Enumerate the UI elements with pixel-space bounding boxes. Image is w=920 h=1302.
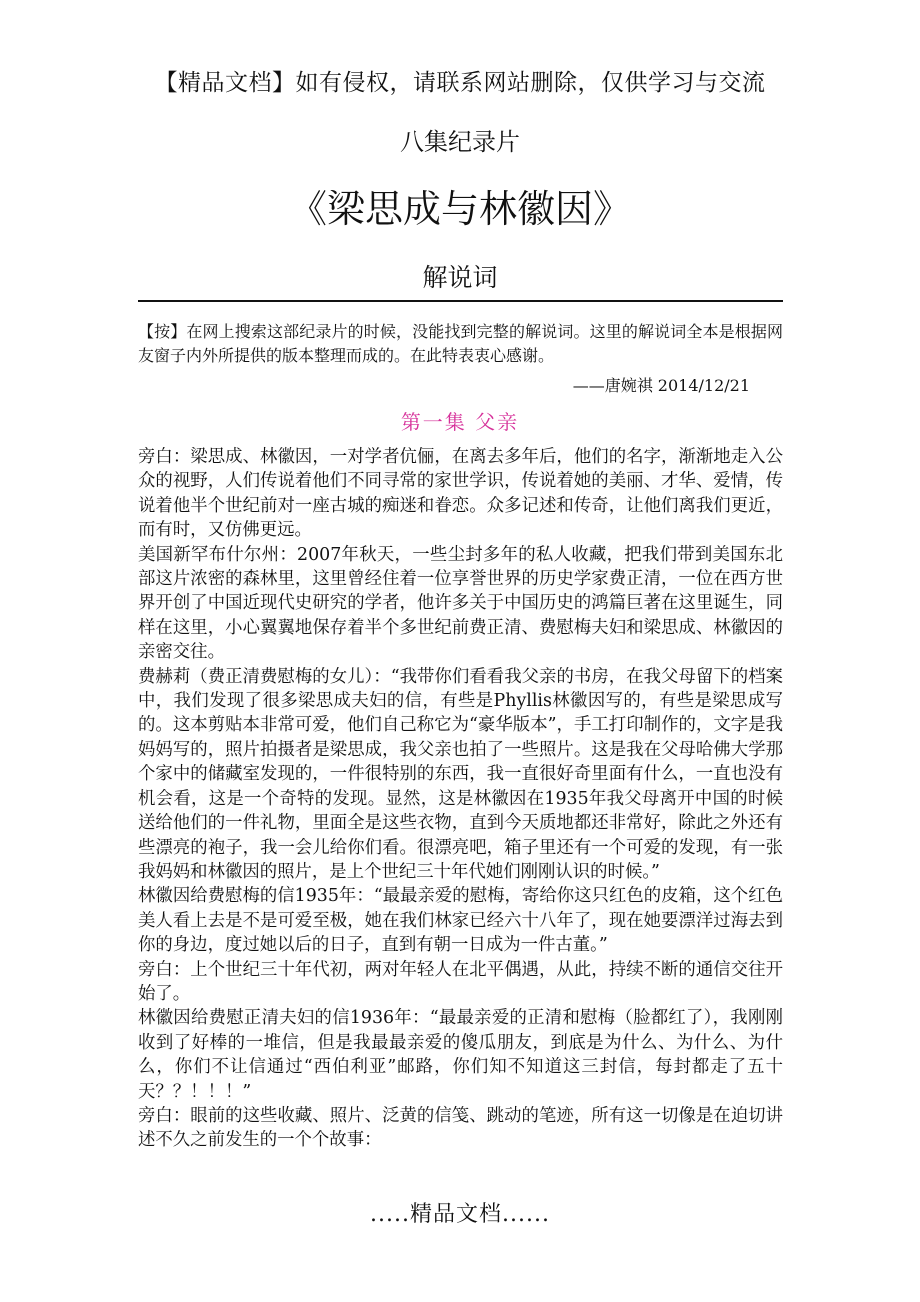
document-subtitle: 八集纪录片: [400, 128, 520, 156]
paragraph: 旁白：上个世纪三十年代初，两对年轻人在北平偶遇，从此，持续不断的通信交往开始了。: [138, 959, 783, 1004]
paragraph: 林徽因给费慰正清夫妇的信1936年：“最最亲爱的正清和慰梅（脸都红了），我刚刚收到了好棒的一堆信，但是我最最亲爱的傻瓜朋友，到底是为什么、为什么、为什么，你们不让信通过“西伯利亚”邮路，你们知不知道这三封信，每封都走了五十天？？！！！”: [138, 1008, 783, 1102]
paragraph: 林徽因给费慰梅的信1935年：“最最亲爱的慰梅，寄给你这只红色的皮箱，这个红色美人看上去是不是可爱至极，她在我们林家已经六十八年了，现在她要漂洋过海去到你的身边，度过她以后的日子，直到有朝一日成为一件古董。”: [138, 886, 783, 956]
title-divider: [138, 300, 783, 302]
narration-body: [138, 445, 783, 1153]
chapter-heading: 第一集 父亲: [400, 410, 520, 434]
paragraph: 美国新罕布什尔州：2007年秋天，一些尘封多年的私人收藏，把我们带到美国东北部这片浓密的森林里，这里曾经住着一位享誉世界的历史学家费正清，一位在西方世界开创了中国近现代史研究的学者，他许多关于中国历史的鸿篇巨著在这里诞生，同样在这里，小心翼翼地保存着半个多世纪前费正清、费慰梅夫妇和梁思成、林徽因的亲密交往。: [138, 544, 783, 663]
page-footer: .....精品文档......: [370, 1202, 550, 1227]
page-header-notice: 【精品文档】如有侵权，请联系网站删除，仅供学习与交流: [154, 70, 766, 96]
document-title: 《梁思成与林徽因》: [288, 187, 631, 231]
editor-signature: ——唐婉祺 2014/12/21: [572, 376, 750, 395]
editor-note: 【按】在网上搜索这部纪录片的时候，没能找到完整的解说词。这里的解说词全本是根据网友窗子内外所提供的版本整理而成的。在此特表衷心感谢。: [138, 322, 783, 365]
paragraph: 旁白：眼前的这些收藏、照片、泛黄的信笺、跳动的笔迹，所有这一切像是在迫切讲述不久之前发生的一个个故事：: [138, 1105, 783, 1151]
document-label: 解说词: [422, 263, 498, 292]
paragraph: 费赫莉（费正清费慰梅的女儿）：“我带你们看看我父亲的书房，在我父母留下的档案中，我们发现了很多梁思成夫妇的信，有些是Phyllis林徽因写的，有些是梁思成写的。这本剪贴本非常可爱，他们自己称它为“豪华版本”，手工打印制作的，文字是我妈妈写的，照片拍摄者是梁思成，我父亲也拍了一些照片。这是我在父母哈佛大学那个家中的储藏室发现的，一件很特别的东西，我一直很好奇里面有什么，一直也没有机会看，这是一个奇特的发现。显然，这是林徽因在1935年我父母离开中国的时候送给他们的一件礼物，里面全是这些衣物，直到今天质地都还非常好，除此之外还有些漂亮的袍子，我一会儿给你们看。很漂亮吧，箱子里还有一个可爱的发现，有一张我妈妈和林徽因的照片，是上个世纪三十年代她们刚刚认识的时候。”: [138, 666, 783, 882]
paragraph: 旁白：梁思成、林徽因，一对学者伉俪，在离去多年后，他们的名字，渐渐地走入公众的视野，人们传说着他们不同寻常的家世学识，传说着她的美丽、才华、爱情，传说着他半个世纪前对一座古城的痴迷和眷恋。众多记述和传奇，让他们离我们更近，而有时，又仿佛更远。: [138, 447, 783, 541]
